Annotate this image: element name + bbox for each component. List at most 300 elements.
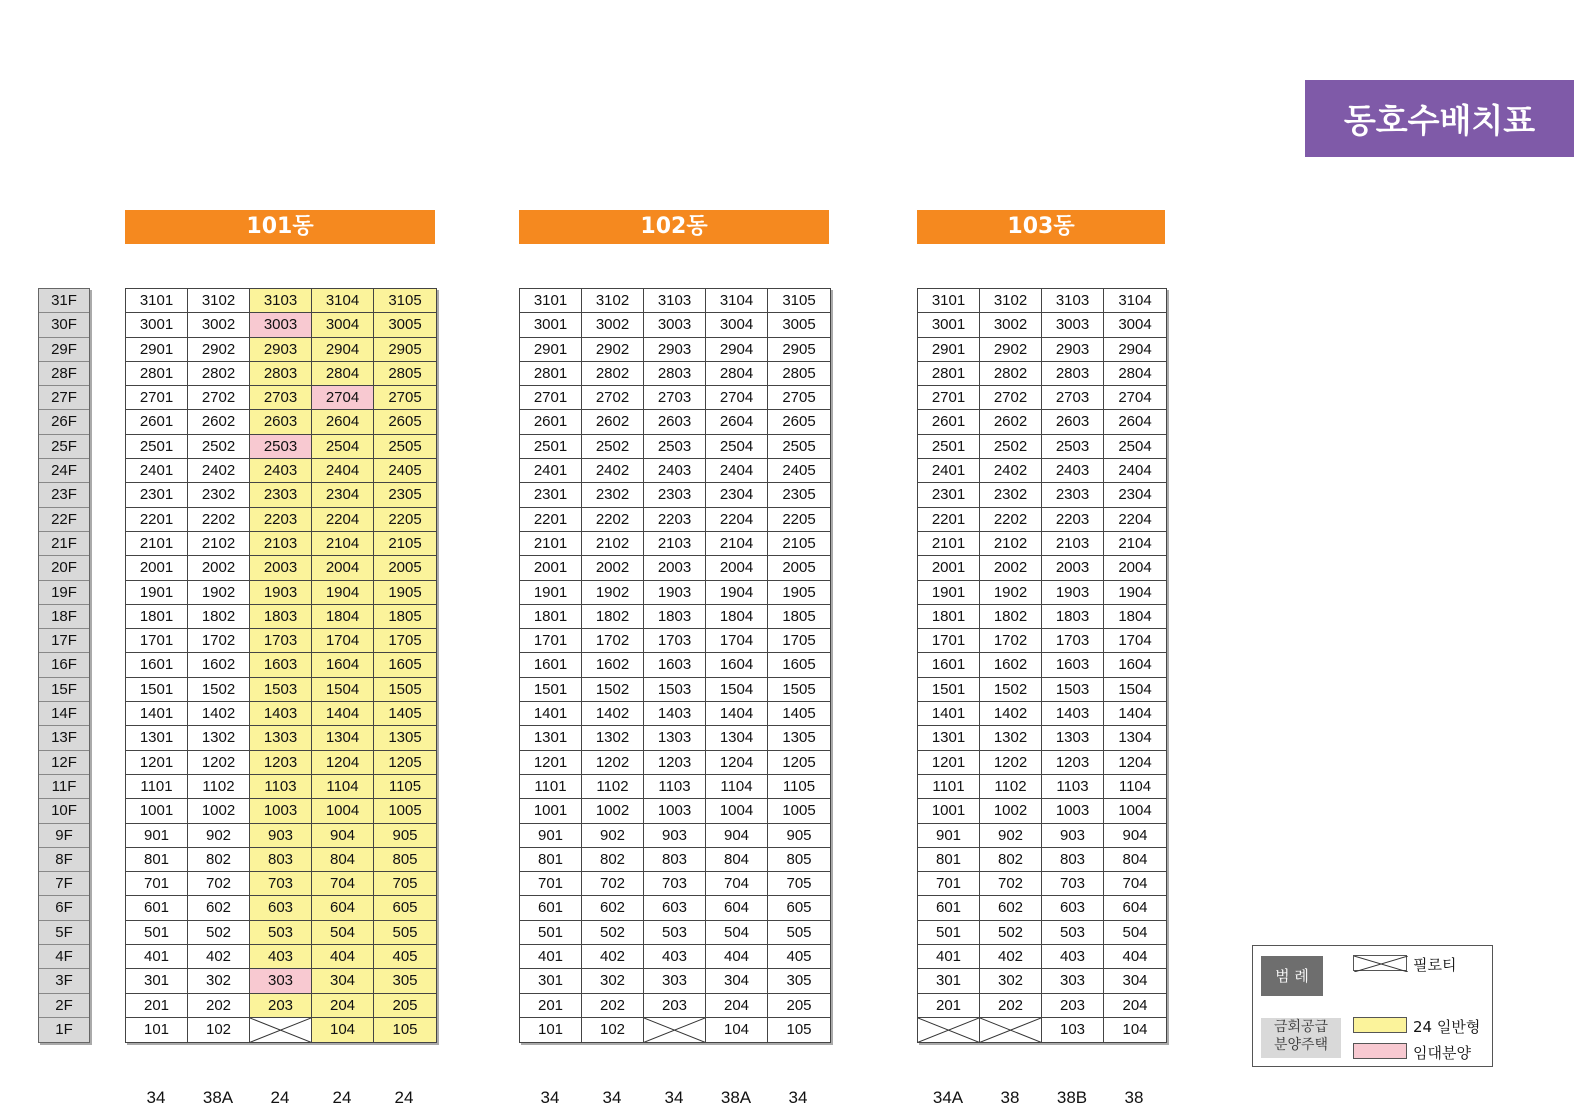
unit-cell: 1202 (188, 751, 250, 775)
floor-row (520, 338, 830, 362)
unit-cell: 705 (374, 872, 436, 896)
floor-row (918, 751, 1166, 775)
unit-cell: 3105 (374, 289, 436, 313)
unit-type-label: 34 (602, 1088, 622, 1107)
unit-cell: 2703 (250, 386, 312, 410)
unit-cell: 1005 (374, 799, 436, 823)
unit-cell: 502 (188, 921, 250, 945)
unit-cell: 2802 (980, 362, 1042, 386)
unit-cell: 2005 (768, 556, 830, 580)
floor-row (918, 289, 1166, 313)
unit-cell: 1403 (644, 702, 706, 726)
unit-cell: 305 (768, 969, 830, 993)
unit-cell: 1104 (706, 775, 768, 799)
unit-cell: 2902 (980, 338, 1042, 362)
unit-type-label: 24 (270, 1088, 290, 1107)
unit-cell: 2105 (374, 532, 436, 556)
unit-cell: 2203 (1042, 508, 1104, 532)
unit-cell: 1405 (374, 702, 436, 726)
unit-cell: 402 (188, 945, 250, 969)
unit-cell: 1402 (980, 702, 1042, 726)
unit-cell: 2801 (918, 362, 980, 386)
floor-row (918, 483, 1166, 507)
unit-cell: 1903 (1042, 581, 1104, 605)
floor-row (918, 799, 1166, 823)
legend-rental: 임대분양 (1413, 1044, 1471, 1062)
unit-cell: 505 (768, 921, 830, 945)
floor-label: 25F (39, 435, 89, 459)
unit-cell: 2102 (980, 532, 1042, 556)
unit-type-label: 24 (394, 1088, 414, 1107)
unit-cell: 1801 (126, 605, 188, 629)
floor-label: 21F (39, 532, 89, 556)
building-101 (125, 210, 435, 1107)
unit-cell: 1104 (312, 775, 374, 799)
unit-cell: 1404 (1104, 702, 1166, 726)
unit-cell: 1204 (1104, 751, 1166, 775)
unit-cell: 402 (980, 945, 1042, 969)
unit-cell: 404 (706, 945, 768, 969)
unit-cell: 2904 (312, 338, 374, 362)
unit-cell: 2902 (188, 338, 250, 362)
unit-cell: 1304 (1104, 726, 1166, 750)
unit-cell: 2004 (706, 556, 768, 580)
unit-type-label: 34A (932, 1088, 964, 1107)
floor-row (520, 289, 830, 313)
unit-cell: 1904 (706, 581, 768, 605)
unit-cell: 2603 (644, 410, 706, 434)
unit-cell: 801 (520, 848, 582, 872)
unit-cell: 1905 (768, 581, 830, 605)
floor-row (520, 386, 830, 410)
floor-label: 26F (39, 410, 89, 434)
floor-row (520, 678, 830, 702)
unit-cell: 2602 (980, 410, 1042, 434)
unit-cell: 2605 (768, 410, 830, 434)
unit-cell: 1301 (126, 726, 188, 750)
unit-cell: 1603 (250, 653, 312, 677)
unit-type-label: 38B (1056, 1088, 1088, 1107)
unit-cell: 1503 (1042, 678, 1104, 702)
unit-grid (125, 288, 437, 1043)
floor-row (918, 969, 1166, 993)
unit-cell: 3103 (250, 289, 312, 313)
unit-cell: 1501 (126, 678, 188, 702)
unit-cell: 1502 (188, 678, 250, 702)
unit-cell: 205 (768, 994, 830, 1018)
unit-cell: 201 (126, 994, 188, 1018)
unit-cell: 1604 (312, 653, 374, 677)
unit-cell: 1502 (582, 678, 644, 702)
unit-cell: 2402 (582, 459, 644, 483)
floor-row (126, 435, 436, 459)
unit-cell: 1202 (582, 751, 644, 775)
unit-cell: 401 (520, 945, 582, 969)
floor-row (918, 678, 1166, 702)
unit-cell: 1302 (188, 726, 250, 750)
unit-cell: 1105 (374, 775, 436, 799)
unit-cell: 503 (644, 921, 706, 945)
floor-label: 28F (39, 362, 89, 386)
unit-cell: 1202 (980, 751, 1042, 775)
floor-row (918, 362, 1166, 386)
unit-cell: 3003 (250, 313, 312, 337)
unit-cell: 2304 (312, 483, 374, 507)
unit-cell: 2804 (312, 362, 374, 386)
unit-cell: 2305 (374, 483, 436, 507)
unit-cell: 504 (706, 921, 768, 945)
floor-row (520, 435, 830, 459)
unit-cell: 1504 (312, 678, 374, 702)
unit-cell: 2801 (126, 362, 188, 386)
unit-cell: 1604 (1104, 653, 1166, 677)
unit-cell: 901 (520, 824, 582, 848)
unit-cell: 2004 (312, 556, 374, 580)
unit-type-row (917, 1088, 1165, 1108)
unit-cell: 2701 (126, 386, 188, 410)
unit-cell: 604 (706, 896, 768, 920)
unit-cell: 2503 (1042, 435, 1104, 459)
piloti-cell (250, 1018, 312, 1042)
unit-cell: 1002 (188, 799, 250, 823)
unit-cell: 1504 (706, 678, 768, 702)
unit-cell: 401 (918, 945, 980, 969)
unit-cell: 201 (918, 994, 980, 1018)
unit-cell: 1905 (374, 581, 436, 605)
unit-cell: 1701 (520, 629, 582, 653)
unit-cell: 2905 (374, 338, 436, 362)
unit-cell: 2102 (188, 532, 250, 556)
unit-cell: 2101 (520, 532, 582, 556)
unit-cell: 1101 (520, 775, 582, 799)
unit-cell: 2305 (768, 483, 830, 507)
unit-cell: 601 (520, 896, 582, 920)
unit-cell: 1804 (1104, 605, 1166, 629)
unit-cell: 2602 (582, 410, 644, 434)
piloti-cell (980, 1018, 1042, 1042)
floor-row (126, 629, 436, 653)
unit-cell: 505 (374, 921, 436, 945)
floor-row (126, 921, 436, 945)
unit-cell: 3003 (1042, 313, 1104, 337)
unit-cell: 701 (520, 872, 582, 896)
unit-cell: 404 (312, 945, 374, 969)
unit-cell: 804 (1104, 848, 1166, 872)
unit-type-label: 38 (1124, 1088, 1144, 1107)
unit-cell: 702 (980, 872, 1042, 896)
unit-cell: 2704 (1104, 386, 1166, 410)
unit-cell: 1503 (250, 678, 312, 702)
floor-label: 18F (39, 605, 89, 629)
unit-cell: 704 (312, 872, 374, 896)
floor-label: 22F (39, 508, 89, 532)
unit-cell: 301 (918, 969, 980, 993)
unit-cell: 401 (126, 945, 188, 969)
unit-cell: 1103 (1042, 775, 1104, 799)
floor-row (520, 945, 830, 969)
unit-cell: 905 (768, 824, 830, 848)
legend-sub-label: 금회공급 분양주택 (1261, 1018, 1341, 1058)
unit-cell: 503 (1042, 921, 1104, 945)
unit-cell: 101 (126, 1018, 188, 1042)
unit-cell: 702 (188, 872, 250, 896)
unit-cell: 2602 (188, 410, 250, 434)
unit-cell: 703 (250, 872, 312, 896)
unit-type-label: 38 (1000, 1088, 1020, 1107)
unit-cell: 1802 (582, 605, 644, 629)
unit-cell: 904 (312, 824, 374, 848)
unit-cell: 2505 (768, 435, 830, 459)
unit-cell: 902 (188, 824, 250, 848)
floor-label: 31F (39, 289, 89, 313)
unit-cell: 2303 (250, 483, 312, 507)
unit-cell: 601 (126, 896, 188, 920)
floor-row (126, 751, 436, 775)
unit-cell: 1605 (374, 653, 436, 677)
unit-cell: 1305 (374, 726, 436, 750)
floor-row (126, 896, 436, 920)
unit-cell: 3103 (644, 289, 706, 313)
unit-cell: 805 (374, 848, 436, 872)
unit-cell: 2105 (768, 532, 830, 556)
floor-row (918, 921, 1166, 945)
unit-cell: 1702 (980, 629, 1042, 653)
floor-row (520, 483, 830, 507)
unit-cell: 1303 (644, 726, 706, 750)
floor-row (126, 410, 436, 434)
unit-cell: 2102 (582, 532, 644, 556)
unit-cell: 1904 (312, 581, 374, 605)
unit-cell: 1704 (312, 629, 374, 653)
unit-type-label: 24 (332, 1088, 352, 1107)
unit-cell: 1404 (706, 702, 768, 726)
unit-cell: 2204 (312, 508, 374, 532)
unit-cell: 1201 (918, 751, 980, 775)
floor-row (520, 1018, 830, 1042)
unit-cell: 804 (706, 848, 768, 872)
unit-cell: 2604 (1104, 410, 1166, 434)
unit-cell: 403 (644, 945, 706, 969)
unit-cell: 1402 (188, 702, 250, 726)
unit-cell: 202 (188, 994, 250, 1018)
unit-cell: 2702 (980, 386, 1042, 410)
unit-type-label: 34 (146, 1088, 166, 1107)
floor-row (520, 848, 830, 872)
floor-label: 29F (39, 338, 89, 362)
floor-row (520, 459, 830, 483)
floor-row (126, 556, 436, 580)
floor-row (520, 751, 830, 775)
unit-cell: 3002 (980, 313, 1042, 337)
unit-cell: 2701 (918, 386, 980, 410)
floor-row (126, 581, 436, 605)
unit-cell: 701 (918, 872, 980, 896)
unit-cell: 2002 (582, 556, 644, 580)
unit-cell: 1903 (250, 581, 312, 605)
floor-row (126, 678, 436, 702)
unit-cell: 305 (374, 969, 436, 993)
floor-row (520, 313, 830, 337)
unit-cell: 2202 (188, 508, 250, 532)
unit-cell: 2704 (706, 386, 768, 410)
floor-row (918, 410, 1166, 434)
unit-cell: 2804 (1104, 362, 1166, 386)
floor-row (918, 945, 1166, 969)
unit-cell: 1803 (1042, 605, 1104, 629)
unit-cell: 2403 (1042, 459, 1104, 483)
unit-cell: 304 (706, 969, 768, 993)
unit-cell: 104 (312, 1018, 374, 1042)
floor-label: 15F (39, 678, 89, 702)
legend (1252, 945, 1493, 1067)
floor-label: 24F (39, 459, 89, 483)
unit-cell: 1102 (188, 775, 250, 799)
floor-row (520, 921, 830, 945)
floor-row (520, 824, 830, 848)
floor-row (520, 410, 830, 434)
unit-cell: 1503 (644, 678, 706, 702)
unit-cell: 2404 (312, 459, 374, 483)
unit-cell: 802 (188, 848, 250, 872)
unit-cell: 2104 (312, 532, 374, 556)
unit-cell: 1904 (1104, 581, 1166, 605)
building-header: 102동 (519, 210, 829, 244)
floor-row (918, 775, 1166, 799)
unit-cell: 2504 (706, 435, 768, 459)
unit-cell: 1805 (768, 605, 830, 629)
unit-cell: 1405 (768, 702, 830, 726)
general-swatch (1353, 1017, 1407, 1033)
floor-label: 16F (39, 653, 89, 677)
unit-cell: 2502 (582, 435, 644, 459)
floor-label: 13F (39, 726, 89, 750)
unit-cell: 2402 (980, 459, 1042, 483)
unit-cell: 303 (644, 969, 706, 993)
unit-cell: 2304 (1104, 483, 1166, 507)
unit-cell: 404 (1104, 945, 1166, 969)
unit-cell: 3002 (582, 313, 644, 337)
unit-cell: 1801 (918, 605, 980, 629)
unit-cell: 2902 (582, 338, 644, 362)
unit-cell: 3001 (520, 313, 582, 337)
unit-cell: 2004 (1104, 556, 1166, 580)
unit-cell: 104 (706, 1018, 768, 1042)
unit-cell: 103 (1042, 1018, 1104, 1042)
unit-cell: 1002 (980, 799, 1042, 823)
unit-cell: 102 (582, 1018, 644, 1042)
unit-cell: 2403 (644, 459, 706, 483)
floor-row (520, 605, 830, 629)
unit-cell: 603 (644, 896, 706, 920)
floor-row (918, 605, 1166, 629)
unit-cell: 2302 (980, 483, 1042, 507)
floor-label: 20F (39, 556, 89, 580)
unit-cell: 1204 (312, 751, 374, 775)
floor-row (520, 362, 830, 386)
floor-row (918, 702, 1166, 726)
floor-row (918, 338, 1166, 362)
unit-cell: 2204 (1104, 508, 1166, 532)
unit-cell: 1701 (918, 629, 980, 653)
unit-cell: 303 (250, 969, 312, 993)
unit-cell: 602 (188, 896, 250, 920)
unit-cell: 1205 (768, 751, 830, 775)
floor-row (126, 289, 436, 313)
floor-row (918, 508, 1166, 532)
floor-row (520, 508, 830, 532)
unit-cell: 1203 (1042, 751, 1104, 775)
unit-cell: 403 (1042, 945, 1104, 969)
unit-cell: 2601 (126, 410, 188, 434)
unit-cell: 2603 (1042, 410, 1104, 434)
floor-row (126, 775, 436, 799)
unit-cell: 2405 (768, 459, 830, 483)
floor-row (126, 338, 436, 362)
unit-type-label: 38A (720, 1088, 752, 1107)
page-title: 동호수배치표 (1305, 80, 1574, 157)
unit-cell: 302 (582, 969, 644, 993)
unit-cell: 2703 (644, 386, 706, 410)
unit-cell: 2501 (520, 435, 582, 459)
floor-label: 7F (39, 872, 89, 896)
unit-cell: 1403 (250, 702, 312, 726)
piloti-cell (918, 1018, 980, 1042)
unit-type-label: 34 (540, 1088, 560, 1107)
unit-cell: 1403 (1042, 702, 1104, 726)
building-header: 101동 (125, 210, 435, 244)
unit-cell: 1303 (250, 726, 312, 750)
unit-cell: 3101 (520, 289, 582, 313)
unit-cell: 1101 (126, 775, 188, 799)
unit-cell: 2904 (1104, 338, 1166, 362)
unit-cell: 2504 (312, 435, 374, 459)
floor-row (520, 629, 830, 653)
unit-cell: 2003 (1042, 556, 1104, 580)
unit-cell: 2005 (374, 556, 436, 580)
unit-cell: 2601 (918, 410, 980, 434)
floor-row (918, 556, 1166, 580)
floor-label: 8F (39, 848, 89, 872)
unit-cell: 3104 (706, 289, 768, 313)
unit-cell: 1703 (644, 629, 706, 653)
unit-cell: 202 (582, 994, 644, 1018)
unit-cell: 2704 (312, 386, 374, 410)
unit-cell: 1704 (706, 629, 768, 653)
floor-row (520, 799, 830, 823)
unit-cell: 2205 (768, 508, 830, 532)
unit-cell: 2702 (582, 386, 644, 410)
unit-cell: 2104 (1104, 532, 1166, 556)
unit-cell: 2201 (126, 508, 188, 532)
unit-cell: 1702 (188, 629, 250, 653)
unit-cell: 501 (126, 921, 188, 945)
unit-cell: 805 (768, 848, 830, 872)
unit-cell: 1601 (520, 653, 582, 677)
floor-row (520, 702, 830, 726)
unit-cell: 2501 (126, 435, 188, 459)
unit-cell: 2103 (250, 532, 312, 556)
legend-piloti: 필로티 (1413, 956, 1457, 974)
unit-cell: 502 (980, 921, 1042, 945)
unit-cell: 3004 (1104, 313, 1166, 337)
floor-label: 2F (39, 994, 89, 1018)
unit-cell: 2801 (520, 362, 582, 386)
unit-cell: 1504 (1104, 678, 1166, 702)
unit-cell: 903 (1042, 824, 1104, 848)
unit-cell: 1004 (1104, 799, 1166, 823)
unit-cell: 2702 (188, 386, 250, 410)
unit-cell: 1301 (918, 726, 980, 750)
